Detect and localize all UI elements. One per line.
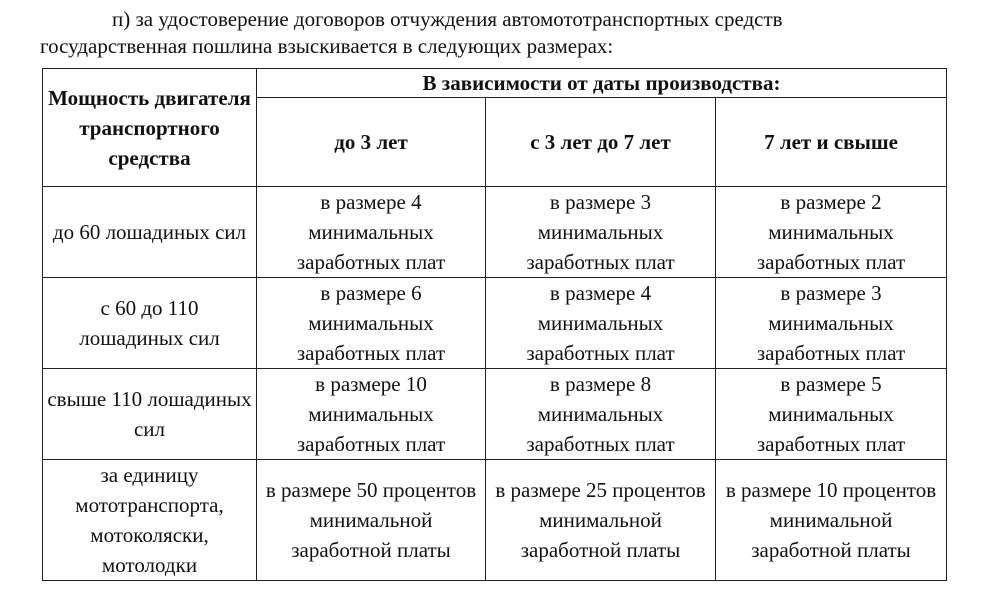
table-cell: в размере 10 процентов минимальной заработной платы	[716, 460, 947, 581]
engine-power-header: Мощность двигателя транспортного средства	[43, 69, 257, 187]
row-label: до 60 лошадиных сил	[43, 187, 257, 278]
intro-line-2: государственная пошлина взыскивается в следующих размерах:	[40, 34, 614, 58]
table-cell: в размере 3 минимальных заработных плат	[486, 187, 716, 278]
table-cell: в размере 25 процентов минимальной заработной платы	[486, 460, 716, 581]
table-cell: в размере 4 минимальных заработных плат	[257, 187, 486, 278]
column-header-3-to-7: с 3 лет до 7 лет	[486, 98, 716, 187]
table-cell: в размере 3 минимальных заработных плат	[716, 278, 947, 369]
table-cell: в размере 4 минимальных заработных плат	[486, 278, 716, 369]
intro-paragraph	[40, 6, 945, 60]
column-header-7-plus: 7 лет и свыше	[716, 98, 947, 187]
table-cell: в размере 2 минимальных заработных плат	[716, 187, 947, 278]
row-label: свыше 110 лошадиных сил	[43, 369, 257, 460]
table-cell: в размере 10 минимальных заработных плат	[257, 369, 486, 460]
row-label: за единицу мототранспорта, мотоколяски, мотолодки	[43, 460, 257, 581]
table-cell: в размере 8 минимальных заработных плат	[486, 369, 716, 460]
table-row	[43, 369, 947, 460]
table-cell: в размере 6 минимальных заработных плат	[257, 278, 486, 369]
table-row	[43, 187, 947, 278]
production-date-group-header: В зависимости от даты производства:	[257, 69, 947, 98]
state-duty-table	[42, 68, 947, 581]
table-cell: в размере 50 процентов минимальной заработной платы	[257, 460, 486, 581]
table-row	[43, 278, 947, 369]
intro-line-1: п) за удостоверение договоров отчуждения автомототранспортных средств	[112, 7, 783, 31]
column-header-under-3: до 3 лет	[257, 98, 486, 187]
row-label: с 60 до 110 лошадиных сил	[43, 278, 257, 369]
table-row	[43, 460, 947, 581]
table-cell: в размере 5 минимальных заработных плат	[716, 369, 947, 460]
